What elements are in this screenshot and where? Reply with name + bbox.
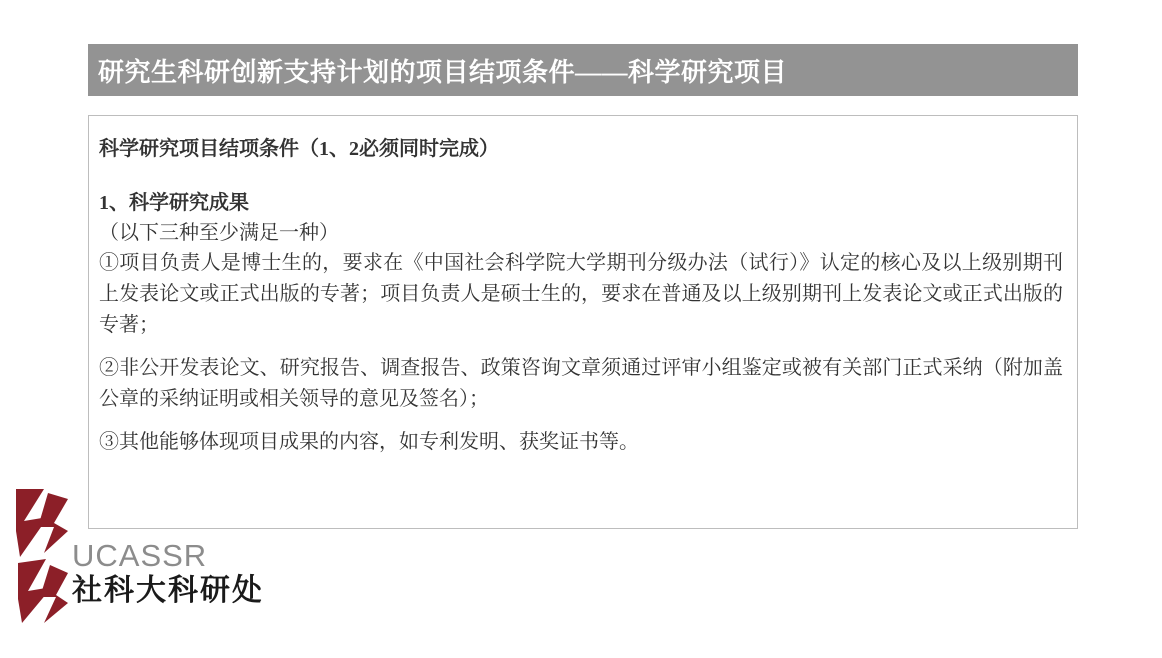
content-panel [88,115,1078,529]
condition-item-2: ②非公开发表论文、研究报告、调查报告、政策咨询文章须通过评审小组鉴定或被有关部门正式采纳（附加盖公章的采纳证明或相关领导的意见及签名）； [99,357,1063,410]
section-note: （以下三种至少满足一种） [99,222,339,244]
logo-chinese-name: 社科大科研处 [72,574,264,607]
spacer [99,341,1063,353]
condition-item-3: ③其他能够体现项目成果的内容，如专利发明、获奖证书等。 [99,431,639,453]
ucassr-logo-mark-icon [14,487,70,625]
spacer [99,415,1063,427]
slide-title-bar [88,44,1078,96]
logo [10,487,310,637]
condition-item-1: ①项目负责人是博士生的，要求在《中国社会科学院大学期刊分级办法（试行）》认定的核心及以上级别期刊上发表论文或正式出版的专著；项目负责人是硕士生的，要求在普通及以上级别期刊上发表论文或正式出版的专著； [99,252,1063,336]
content-heading: 科学研究项目结项条件（1、2必须同时完成） [99,138,499,160]
page-title: 研究生科研创新支持计划的项目结项条件——科学研究项目 [98,57,788,87]
section-title: 1、科学研究成果 [99,192,249,214]
logo-text [72,539,302,609]
logo-english-name: UCASSR [72,538,208,573]
spacer [99,164,1063,188]
